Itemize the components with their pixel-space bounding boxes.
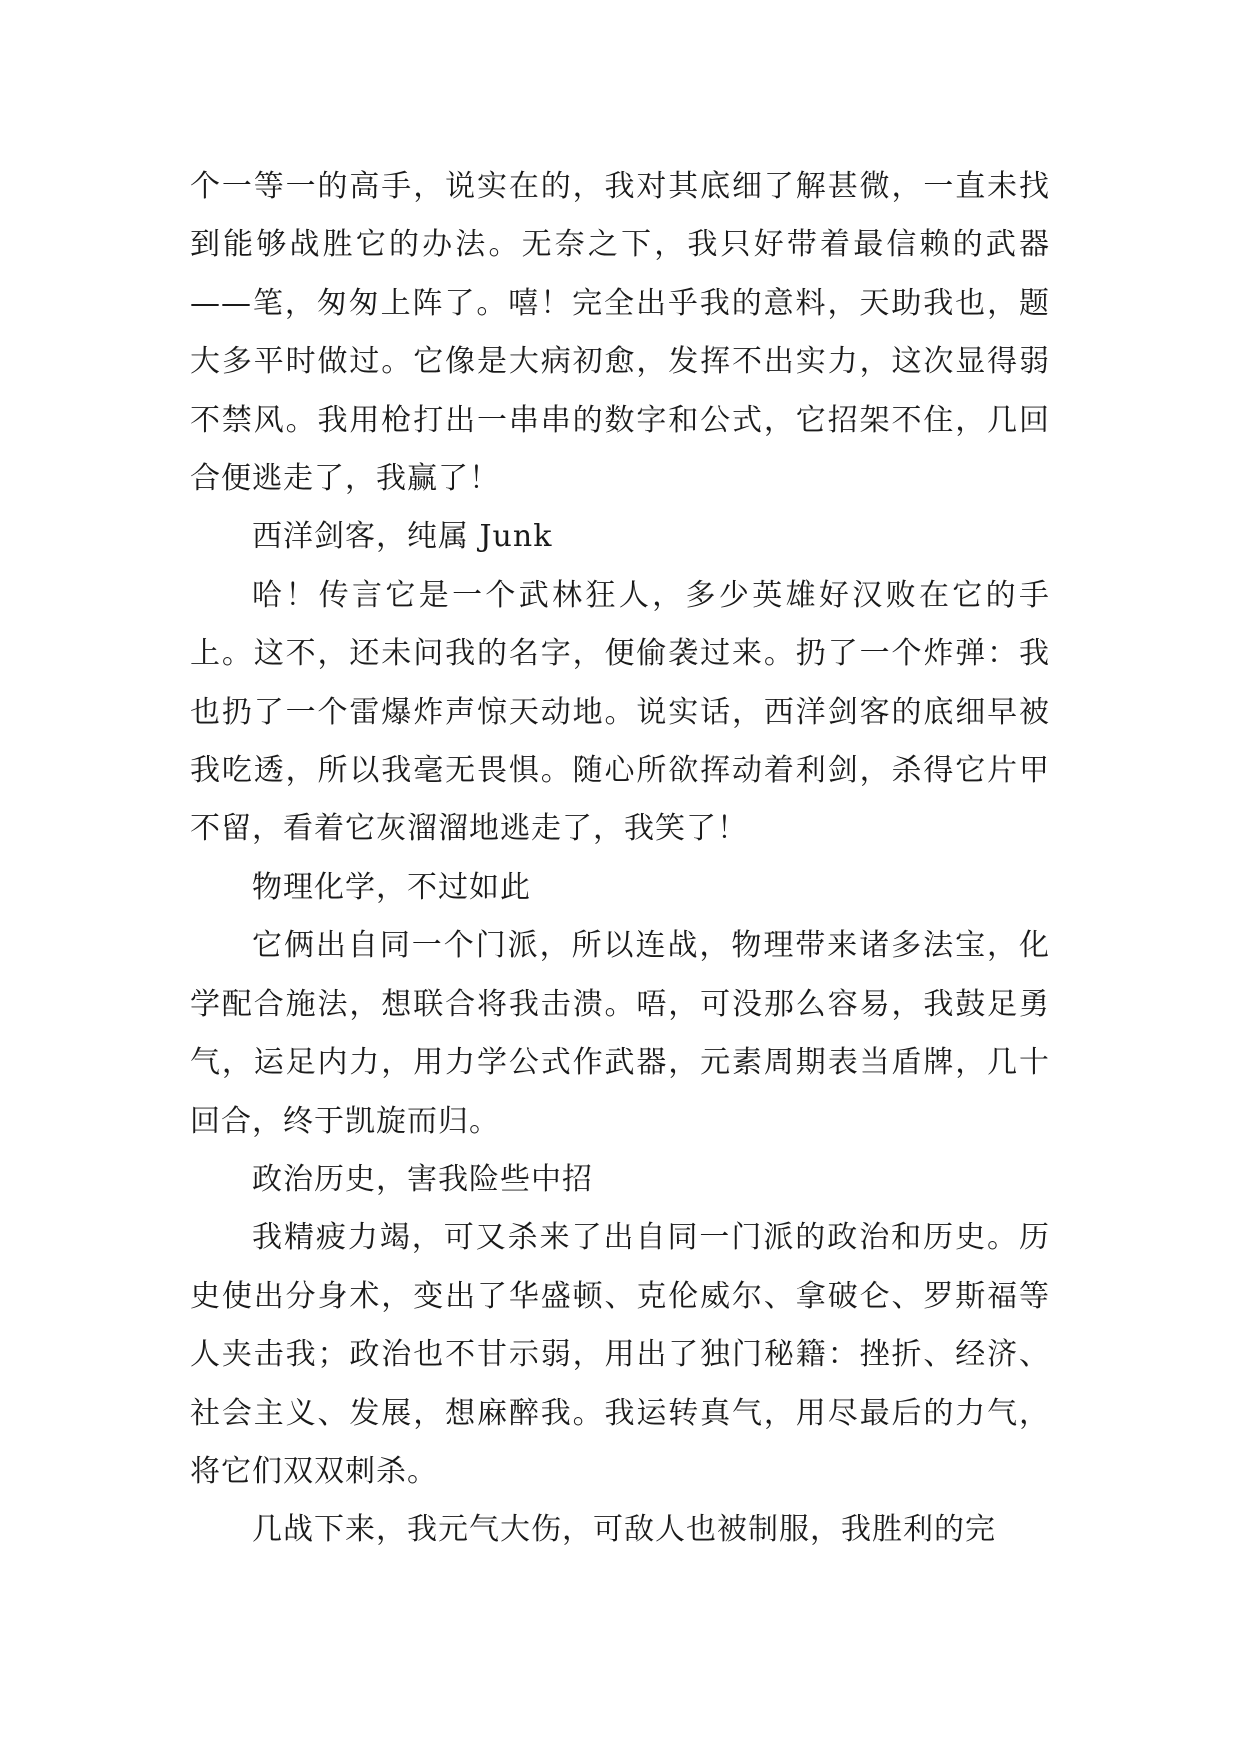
paragraph-1: 个一等一的高手，说实在的，我对其底细了解甚微，一直未找到能够战胜它的办法。无奈之下，我只好带着最信赖的武器——笔，匆匆上阵了。嘻！完全出乎我的意料，天助我也，题大多平时做过。它像是大病初愈，发挥不出实力，这次显得弱不禁风。我用枪打出一串串的数字和公式，它招架不住，几回合便逃走了，我赢了！	[190, 169, 1050, 497]
section-heading-western-swordsman: 西洋剑客，纯属 Junk	[252, 519, 553, 555]
section-heading-physics-chemistry: 物理化学，不过如此	[252, 869, 531, 905]
paragraph-3: 它俩出自同一个门派，所以连战，物理带来诸多法宝，化学配合施法，想联合将我击溃。唔，可没那么容易，我鼓足勇气，运足内力，用力学公式作武器，元素周期表当盾牌，几十回合，终于凯旋而归。	[190, 928, 1050, 1139]
paragraph-2: 哈！传言它是一个武林狂人，多少英雄好汉败在它的手上。这不，还未问我的名字，便偷袭过来。扔了一个炸弹：我也扔了一个雷爆炸声惊天动地。说实话，西洋剑客的底细早被我吃透，所以我毫无畏惧。随心所欲挥动着利剑，杀得它片甲不留，看着它灰溜溜地逃走了，我笑了！	[190, 577, 1050, 847]
paragraph-5: 几战下来，我元气大伤，可敌人也被制服，我胜利的完	[252, 1512, 996, 1548]
section-heading-politics-history: 政治历史，害我险些中招	[252, 1161, 593, 1197]
paragraph-4: 我精疲力竭，可又杀来了出自同一门派的政治和历史。历史使出分身术，变出了华盛顿、克伦威尔、拿破仑、罗斯福等人夹击我；政治也不甘示弱，用出了独门秘籍：挫折、经济、社会主义、发展，想麻醉我。我运转真气，用尽最后的力气，将它们双双刺杀。	[190, 1220, 1050, 1489]
document-body	[190, 158, 1050, 1560]
